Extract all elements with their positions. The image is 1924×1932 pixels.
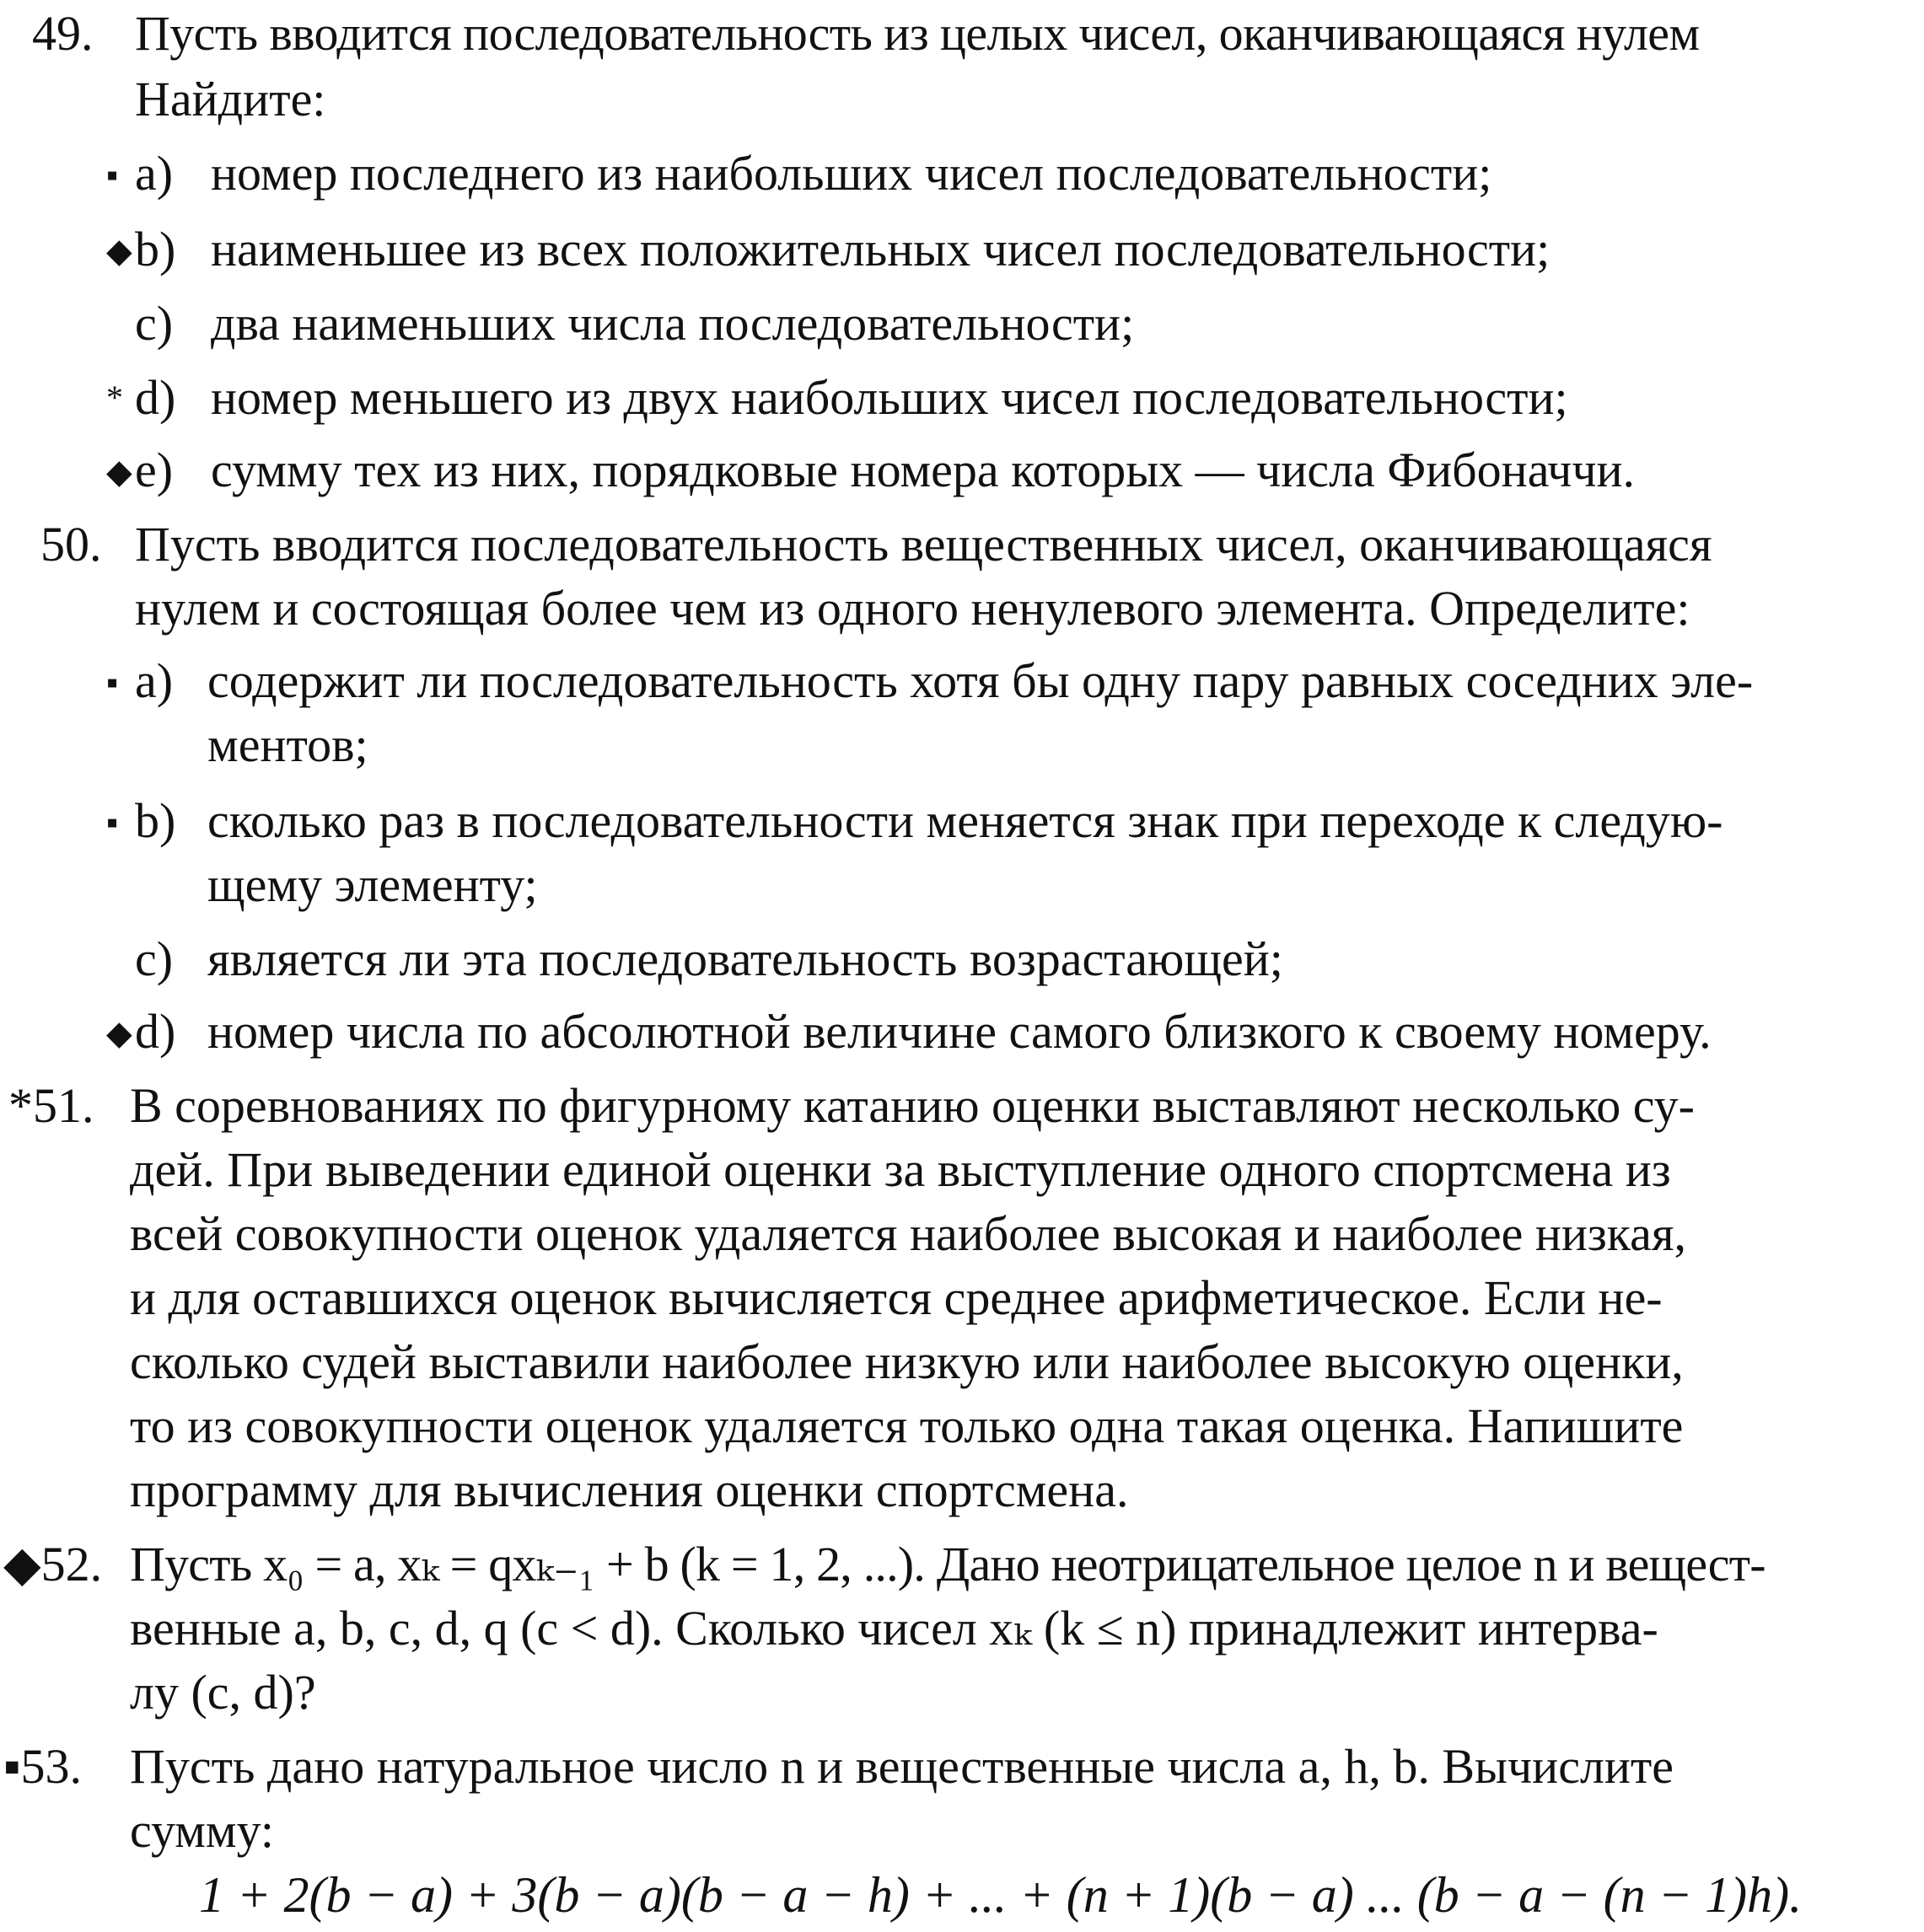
diamond-bullet-icon: ◆ [106,232,132,270]
problem-53-number: ▪53. [3,1739,83,1794]
problem-52-text-line: венные a, b, c, d, q (c < d). Сколько чисел xₖ (k ≤ n) принадлежит интерва- [130,1601,1658,1656]
item-label: e) [135,443,174,497]
item-text: является ли эта последовательность возрастающей; [207,931,1283,986]
problem-49-text-line-2: Найдите: [135,72,326,126]
item-text: два наименьших числа последовательности; [211,296,1135,351]
diamond-bullet-icon: ◆ [106,453,132,491]
problem-51-text-line: В соревнованиях по фигурному катанию оценки выставляют несколько су- [130,1078,1695,1133]
item-text: номер меньшего из двух наибольших чисел последовательности; [211,370,1568,425]
square-bullet-icon: ▪ [106,156,119,194]
problem-51-text-line: всей совокупности оценок удаляется наиболее высокая и наиболее низкая, [130,1206,1687,1261]
item-label: b) [135,793,176,848]
problem-53-text-line: сумму: [130,1803,274,1858]
problem-50-text-line-1: Пусть вводится последовательность вещественных чисел, оканчивающаяся [135,517,1712,572]
diamond-bullet-icon: ◆ [106,1014,132,1052]
problem-51-text-line: программу для вычисления оценки спортсмена. [130,1462,1129,1517]
item-text: щему элементу; [207,857,538,912]
item-label: b) [135,222,176,276]
item-text: содержит ли последовательность хотя бы одну пару равных соседних эле- [207,653,1754,708]
square-bullet-icon: ▪ [106,663,119,701]
problem-51-text-line: то из совокупности оценок удаляется только одна такая оценка. Напишите [130,1398,1684,1453]
item-label: d) [135,370,176,425]
item-text: сумму тех из них, порядковые номера которых — числа Фибоначчи. [211,443,1636,497]
problem-49-text-line-1: Пусть вводится последовательность из целых чисел, оканчивающаяся нулем [135,6,1700,61]
item-text: номер последнего из наибольших чисел последовательности; [211,146,1492,201]
asterisk-bullet-icon: * [106,378,123,416]
problem-50-text-line-2: нулем и состоящая более чем из одного ненулевого элемента. Определите: [135,581,1690,636]
item-label: c) [135,296,174,351]
item-label: d) [135,1004,176,1059]
problem-51-number: *51. [8,1078,94,1133]
item-label: a) [135,146,174,201]
problem-52-number: ◆52. [3,1537,103,1591]
item-text: сколько раз в последовательности меняется знак при переходе к следую- [207,793,1723,848]
item-text: наименьшее из всех положительных чисел последовательности; [211,222,1550,276]
item-label: c) [135,931,174,986]
problem-53-text-line: Пусть дано натуральное число n и вещественные числа a, h, b. Вычислите [130,1739,1674,1794]
item-text: ментов; [207,717,368,772]
problem-50-number: 50. [40,517,102,572]
problem-49-number: 49. [32,6,94,61]
problem-51-text-line: сколько судей выставили наиболее низкую или наиболее высокую оценки, [130,1334,1684,1389]
problem-53-formula: 1 + 2(b − a) + 3(b − a)(b − a − h) + ... + (n + 1)(b − a) ... (b − a − (n − 1)h). [199,1867,1803,1923]
problem-52-text-line: Пусть x₀ = a, xₖ = qxₖ₋₁ + b (k = 1, 2, ...). Дано неотрицательное целое n и вещест- [130,1537,1765,1591]
problem-52-text-line: лу (c, d)? [130,1665,316,1720]
problem-51-text-line: дей. При выведении единой оценки за выступление одного спортсмена из [130,1142,1671,1197]
square-bullet-icon: ▪ [106,803,119,841]
item-text: номер числа по абсолютной величине самого близкого к своему номеру. [207,1004,1712,1059]
item-label: a) [135,653,174,708]
problem-51-text-line: и для оставшихся оценок вычисляется среднее арифметическое. Если не- [130,1270,1663,1325]
